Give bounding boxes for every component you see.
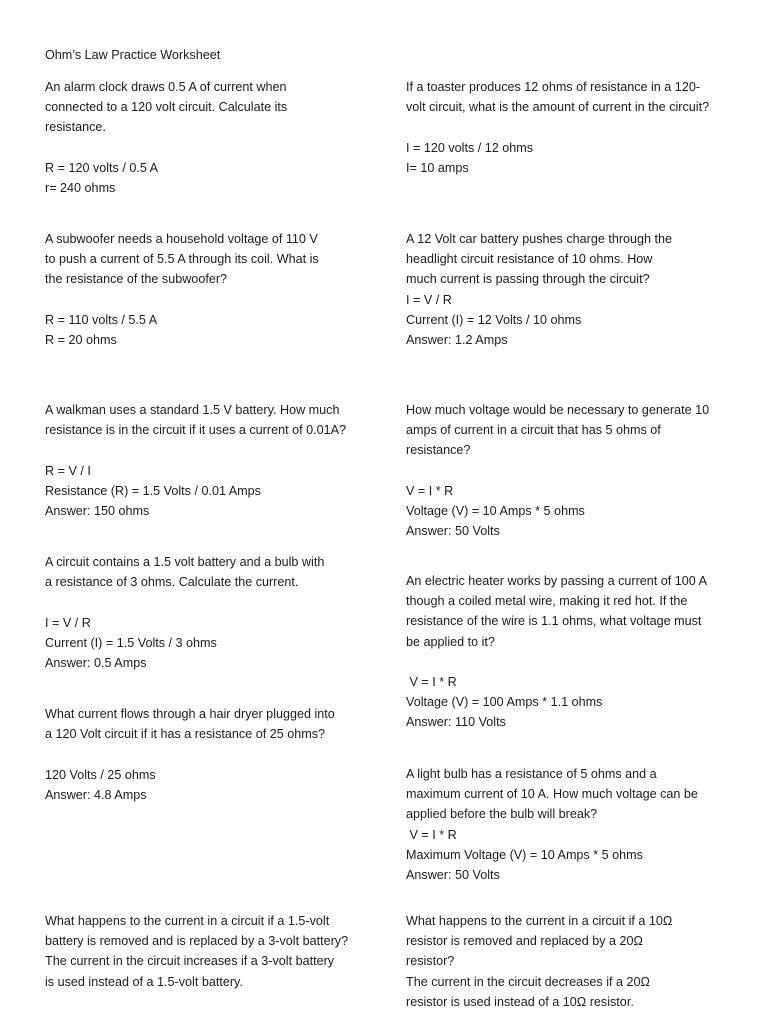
answer-line: Voltage (V) = 10 Amps * 5 ohms xyxy=(406,503,585,518)
question-line: A walkman uses a standard 1.5 V battery. How much xyxy=(45,403,340,417)
question-line: volt circuit, what is the amount of current in the circuit? xyxy=(406,100,710,115)
problem-light-bulb xyxy=(406,764,736,885)
question-line: headlight circuit resistance of 10 ohms. How xyxy=(406,252,653,267)
spacer xyxy=(406,117,736,137)
worksheet-title: Ohm’s Law Practice Worksheet xyxy=(45,48,221,62)
problem-bulb-circuit xyxy=(45,552,375,673)
problem-subwoofer xyxy=(45,229,375,350)
question-line: maximum current of 10 A. How much voltage can be xyxy=(406,787,698,802)
answer-line: Voltage (V) = 100 Amps * 1.1 ohms xyxy=(406,695,603,710)
answer-line: Current (I) = 1.5 Volts / 3 ohms xyxy=(45,635,217,650)
answer-line: I = V / R xyxy=(406,292,452,307)
question-line: a resistance of 3 ohms. Calculate the current. xyxy=(45,575,299,590)
spacer xyxy=(45,744,375,764)
answer-line: V = I * R xyxy=(406,674,457,689)
question-line: battery is removed and is replaced by a 3-volt battery? xyxy=(45,934,349,949)
question-line: An electric heater works by passing a current of 100 A xyxy=(406,574,708,588)
spacer xyxy=(45,592,375,612)
spacer xyxy=(45,440,375,460)
answer-line: 120 Volts / 25 ohms xyxy=(45,767,156,782)
question-line: much current is passing through the circuit? xyxy=(406,272,650,287)
question-line: An alarm clock draws 0.5 A of current when xyxy=(45,80,287,94)
answer-line: Answer: 150 ohms xyxy=(45,503,150,518)
spacer xyxy=(406,652,736,672)
answer-line: Answer: 110 Volts xyxy=(406,715,506,730)
question-line: resistance. xyxy=(45,120,106,135)
problem-toaster xyxy=(406,77,736,178)
answer-line: V = I * R xyxy=(406,827,457,842)
answer-line: I= 10 amps xyxy=(406,160,469,175)
question-line: resistor is removed and replaced by a 20Ω xyxy=(406,934,643,949)
question-line: resistance of the wire is 1.1 ohms, what voltage must xyxy=(406,614,702,629)
answer-line: Current (I) = 12 Volts / 10 ohms xyxy=(406,312,582,327)
question-line: applied before the bulb will break? xyxy=(406,807,598,822)
answer-line: Answer: 50 Volts xyxy=(406,524,500,539)
answer-line: I = V / R xyxy=(45,615,91,630)
question-line: If a toaster produces 12 ohms of resistance in a 120- xyxy=(406,80,701,94)
problem-walkman xyxy=(45,400,375,521)
question-line: resistor? xyxy=(406,954,455,969)
problem-electric-heater xyxy=(406,571,736,733)
answer-line: Answer: 0.5 Amps xyxy=(45,655,147,670)
spacer xyxy=(45,290,375,310)
question-line: to push a current of 5.5 A through its coil. What is xyxy=(45,252,319,267)
answer-line: R = 20 ohms xyxy=(45,332,117,347)
answer-line: The current in the circuit decreases if a 20Ω xyxy=(406,974,650,989)
answer-line: resistor is used instead of a 10Ω resistor. xyxy=(406,994,634,1009)
question-line: connected to a 120 volt circuit. Calculate its xyxy=(45,100,288,115)
answer-line: R = V / I xyxy=(45,463,91,478)
answer-line: is used instead of a 1.5-volt battery. xyxy=(45,974,243,989)
answer-line: The current in the circuit increases if a 3-volt battery xyxy=(45,954,335,969)
question-line: resistance? xyxy=(406,443,471,458)
problem-voltage-10-amps xyxy=(406,400,736,541)
problem-hair-dryer xyxy=(45,704,375,805)
question-line: a 120 Volt circuit if it has a resistance of 25 ohms? xyxy=(45,727,326,742)
question-line: What happens to the current in a circuit if a 10Ω xyxy=(406,914,673,928)
question-line: A 12 Volt car battery pushes charge through the xyxy=(406,232,673,246)
spacer xyxy=(406,461,736,481)
question-line: A subwoofer needs a household voltage of 110 V xyxy=(45,232,318,246)
question-line: amps of current in a circuit that has 5 ohms of xyxy=(406,423,661,438)
question-line: be applied to it? xyxy=(406,634,495,649)
answer-line: Answer: 50 Volts xyxy=(406,867,500,882)
answer-line: Answer: 1.2 Amps xyxy=(406,332,508,347)
answer-line: Maximum Voltage (V) = 10 Amps * 5 ohms xyxy=(406,847,643,862)
question-line: What current flows through a hair dryer plugged into xyxy=(45,707,335,721)
answer-line: r= 240 ohms xyxy=(45,180,116,195)
answer-line: Resistance (R) = 1.5 Volts / 0.01 Amps xyxy=(45,483,261,498)
answer-line: V = I * R xyxy=(406,483,454,498)
problem-resistor-swap xyxy=(406,911,736,1012)
question-line: the resistance of the subwoofer? xyxy=(45,272,228,287)
answer-line: R = 120 volts / 0.5 A xyxy=(45,160,159,175)
answer-line: I = 120 volts / 12 ohms xyxy=(406,140,534,155)
spacer xyxy=(45,138,375,158)
answer-line: R = 110 volts / 5.5 A xyxy=(45,312,158,327)
question-line: though a coiled metal wire, making it red hot. If the xyxy=(406,594,688,609)
answer-line: Answer: 4.8 Amps xyxy=(45,787,147,802)
question-line: How much voltage would be necessary to generate 10 xyxy=(406,403,710,417)
question-line: A light bulb has a resistance of 5 ohms and a xyxy=(406,767,657,781)
problem-car-battery xyxy=(406,229,736,350)
question-line: A circuit contains a 1.5 volt battery and a bulb with xyxy=(45,555,325,569)
question-line: resistance is in the circuit if it uses a current of 0.01A? xyxy=(45,423,346,438)
problem-battery-swap xyxy=(45,911,375,992)
question-line: What happens to the current in a circuit if a 1.5-volt xyxy=(45,914,330,928)
problem-alarm-clock xyxy=(45,77,375,198)
